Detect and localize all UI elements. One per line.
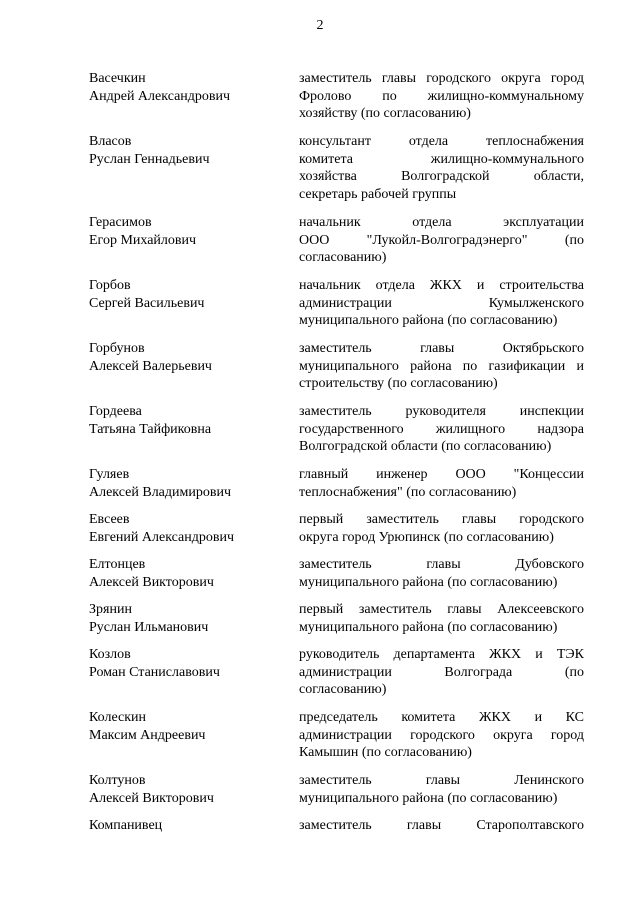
member-role [299,511,584,546]
member-given-names: Алексей Викторович [89,574,214,590]
member-role [299,466,584,501]
member-surname: Васечкин [89,71,146,86]
member-given-names: Роман Станиславович [89,664,220,680]
role-line: начальник отдела эксплуатации [299,215,584,230]
role-line: заместитель главы Старополтавского [299,818,584,833]
member-surname: Герасимов [89,215,152,230]
role-line: государственного жилищного надзора [299,421,584,437]
role-line: муниципального района (по согласованию) [299,313,558,328]
member-name [89,133,289,168]
member-name [89,466,289,501]
role-line: округа город Урюпинск (по согласованию) [299,529,554,545]
member-role [299,340,584,393]
member-name [89,403,289,438]
role-line: заместитель руководителя инспекции [299,404,584,419]
role-line: муниципального района (по согласованию) [299,790,558,806]
member-surname: Зрянин [89,602,132,617]
member-name [89,646,289,681]
member-surname: Гуляев [89,467,130,482]
member-given-names: Руслан Геннадьевич [89,151,210,167]
member-given-names: Егор Михайлович [89,232,197,248]
member-name [89,277,289,312]
role-line: Фролово по жилищно-коммунальному [299,88,584,104]
role-line: секретарь рабочей группы [299,186,457,202]
member-surname: Колтунов [89,773,146,788]
member-given-names: Алексей Валерьевич [89,358,212,374]
member-role [299,214,584,267]
member-surname: Компанивец [89,818,163,833]
member-given-names: Андрей Александрович [89,88,231,104]
member-given-names: Руслан Ильманович [89,619,209,635]
member-name [89,709,289,744]
member-role [299,817,584,835]
member-surname: Горбов [89,278,131,293]
member-role [299,133,584,203]
role-line: строительству (по согласованию) [299,376,498,391]
member-surname: Власов [89,134,132,149]
member-surname: Елтонцев [89,557,146,572]
member-name [89,556,289,591]
member-name [89,340,289,375]
role-line: администрации городского округа город [299,727,584,743]
role-line: хозяйству (по согласованию) [299,106,471,121]
member-name [89,214,289,249]
page-number: 2 [316,18,324,33]
member-surname: Горбунов [89,341,145,356]
member-given-names: Алексей Викторович [89,790,214,806]
member-role [299,646,584,699]
member-name [89,70,289,105]
role-line: заместитель главы Дубовского [299,557,584,572]
member-surname: Колескин [89,710,147,725]
member-role [299,709,584,762]
role-line: согласованию) [299,250,387,265]
member-name [89,601,289,636]
role-line: комитета жилищно-коммунального [299,151,584,167]
role-line: Камышин (по согласованию) [299,745,472,760]
role-line: заместитель главы Октябрьского [299,341,584,356]
role-line: руководитель департамента ЖКХ и ТЭК [299,647,584,662]
role-line: Волгоградской области (по согласованию) [299,439,552,454]
member-surname: Гордеева [89,404,142,419]
role-line: заместитель главы городского округа город [299,71,584,86]
member-role [299,70,584,123]
member-given-names: Максим Андреевич [89,727,206,743]
member-name [89,772,289,807]
member-role [299,403,584,456]
role-line: теплоснабжения" (по согласованию) [299,484,517,500]
role-line: хозяйства Волгоградской области, [299,169,584,184]
role-line: начальник отдела ЖКХ и строительства [299,278,584,293]
member-given-names: Алексей Владимирович [89,484,232,500]
role-line: администрации Кумылженского [299,295,584,311]
member-given-names: Сергей Васильевич [89,295,205,311]
member-given-names: Татьяна Тайфиковна [89,421,212,437]
role-line: заместитель главы Ленинского [299,773,584,788]
role-line: муниципального района по газификации и [299,358,584,374]
member-name [89,817,289,835]
role-line: муниципального района (по согласованию) [299,619,558,635]
member-role [299,556,584,591]
role-line: главный инженер ООО "Концессии [299,467,584,482]
role-line: консультант отдела теплоснабжения [299,134,584,149]
role-line: муниципального района (по согласованию) [299,574,558,590]
member-surname: Евсеев [89,512,130,527]
role-line: согласованию) [299,682,387,697]
role-line: председатель комитета ЖКХ и КС [299,710,584,725]
member-role [299,277,584,330]
member-role [299,601,584,636]
member-surname: Козлов [89,647,131,662]
role-line: ООО "Лукойл-Волгоградэнерго" (по [299,232,584,248]
member-name [89,511,289,546]
member-role [299,772,584,807]
member-given-names: Евгений Александрович [89,529,235,545]
role-line: первый заместитель главы Алексеевского [299,602,584,617]
role-line: администрации Волгограда (по [299,664,584,680]
role-line: первый заместитель главы городского [299,512,584,527]
